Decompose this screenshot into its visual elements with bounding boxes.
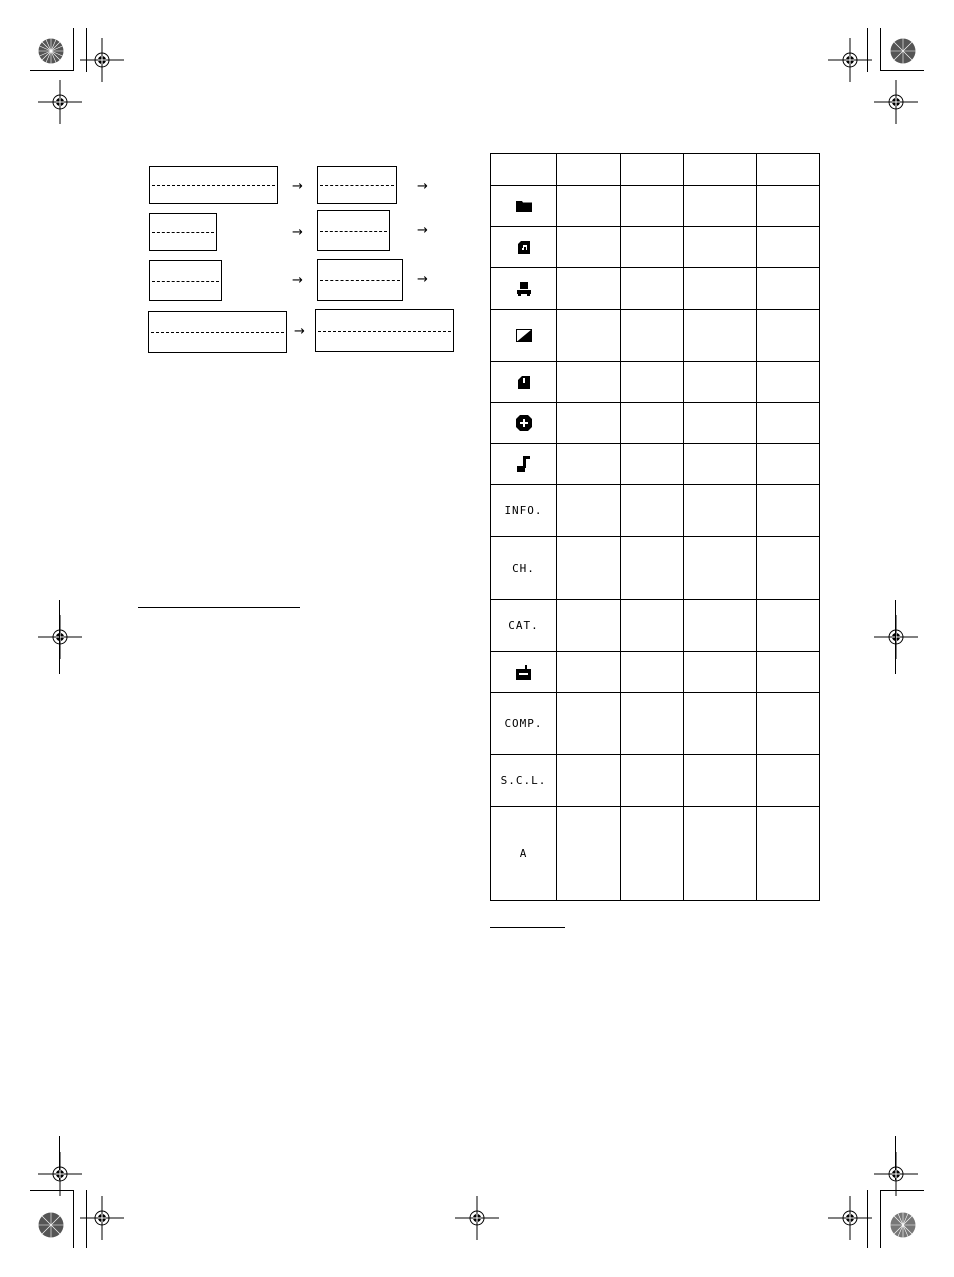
table-cell	[757, 362, 820, 403]
table-header-cell	[621, 154, 684, 186]
table-header-cell	[557, 154, 621, 186]
table-cell	[684, 310, 757, 362]
table-icon-cell	[491, 310, 557, 362]
table-icon-cell	[491, 186, 557, 227]
table-cell	[557, 444, 621, 485]
album-icon	[516, 329, 532, 342]
trim-line	[30, 70, 74, 71]
table-cell	[557, 600, 621, 652]
table-cell	[684, 403, 757, 444]
table-row	[491, 693, 820, 755]
trim-line	[73, 28, 74, 71]
table-cell	[557, 310, 621, 362]
table-row	[491, 444, 820, 485]
table-header-row	[491, 154, 820, 186]
display-box	[149, 213, 217, 251]
display-box	[315, 309, 454, 352]
arrow-right-icon: →	[294, 324, 305, 339]
display-box	[148, 311, 287, 353]
table-cell	[757, 227, 820, 268]
table-icon-cell	[491, 652, 557, 693]
table-cell	[621, 755, 684, 807]
table-cell	[757, 403, 820, 444]
table-row	[491, 186, 820, 227]
table-header-cell	[757, 154, 820, 186]
table-row	[491, 227, 820, 268]
table-cell	[621, 227, 684, 268]
table-cell	[621, 652, 684, 693]
table-cell	[757, 807, 820, 901]
table-cell	[557, 485, 621, 537]
scl-label: S.C.L.	[491, 755, 557, 807]
table-row	[491, 403, 820, 444]
table-cell	[684, 268, 757, 310]
table-cell	[684, 600, 757, 652]
registration-mark-icon	[38, 615, 82, 659]
registration-mark-icon	[874, 615, 918, 659]
table-row	[491, 807, 820, 901]
table-cell	[621, 310, 684, 362]
registration-mark-icon	[38, 1152, 82, 1196]
table-cell	[684, 485, 757, 537]
table-cell	[557, 693, 621, 755]
color-rosette-icon	[890, 38, 916, 64]
table-cell	[684, 755, 757, 807]
song-icon	[518, 376, 530, 389]
trim-line	[73, 1190, 74, 1248]
table-cell	[757, 600, 820, 652]
table-cell	[757, 310, 820, 362]
arrow-right-icon: →	[417, 179, 428, 194]
table-cell	[757, 485, 820, 537]
table-cell	[557, 227, 621, 268]
registration-mark-icon	[80, 38, 124, 82]
table-cell	[621, 403, 684, 444]
trim-line	[880, 70, 924, 71]
table-cell	[621, 537, 684, 600]
table-cell	[757, 186, 820, 227]
info-label: INFO.	[491, 485, 557, 537]
table-cell	[757, 268, 820, 310]
table-row	[491, 600, 820, 652]
table-cell	[557, 186, 621, 227]
table-cell	[757, 444, 820, 485]
composer-label: COMP.	[491, 693, 557, 755]
table-cell	[557, 755, 621, 807]
section-underline	[490, 927, 565, 928]
arrow-right-icon: →	[292, 179, 303, 194]
registration-mark-icon	[828, 38, 872, 82]
table-icon-cell	[491, 362, 557, 403]
arrow-right-icon: →	[292, 273, 303, 288]
registration-mark-icon	[828, 1196, 872, 1240]
table-cell	[684, 362, 757, 403]
table-cell	[684, 444, 757, 485]
category-label: CAT.	[491, 600, 557, 652]
table-cell	[684, 537, 757, 600]
table-cell	[621, 807, 684, 901]
display-icon-table	[490, 153, 820, 901]
display-box	[149, 166, 278, 204]
display-box	[317, 166, 397, 204]
table-row	[491, 268, 820, 310]
registration-mark-icon	[874, 1152, 918, 1196]
table-cell	[757, 652, 820, 693]
table-cell	[757, 755, 820, 807]
color-rosette-icon	[38, 1212, 64, 1238]
table-cell	[684, 807, 757, 901]
table-cell	[557, 652, 621, 693]
trim-line	[59, 600, 60, 674]
music-file-icon	[518, 241, 530, 254]
display-box	[149, 260, 222, 301]
table-cell	[621, 362, 684, 403]
table-cell	[621, 600, 684, 652]
trim-line	[880, 1190, 881, 1248]
color-rosette-icon	[890, 1212, 916, 1238]
table-cell	[621, 268, 684, 310]
table-row	[491, 310, 820, 362]
table-cell	[557, 807, 621, 901]
table-row	[491, 362, 820, 403]
table-icon-cell	[491, 403, 557, 444]
a-label: A	[491, 807, 557, 901]
table-row	[491, 485, 820, 537]
disc-icon	[516, 415, 532, 431]
table-cell	[557, 268, 621, 310]
registration-mark-icon	[80, 1196, 124, 1240]
registration-mark-icon	[455, 1196, 499, 1240]
folder-icon	[516, 200, 532, 212]
table-cell	[621, 186, 684, 227]
table-cell	[621, 444, 684, 485]
table-header-cell	[491, 154, 557, 186]
arrow-right-icon: →	[417, 223, 428, 238]
trim-line	[880, 28, 881, 71]
table-cell	[684, 652, 757, 693]
table-icon-cell	[491, 227, 557, 268]
table-row	[491, 537, 820, 600]
registration-mark-icon	[38, 80, 82, 124]
section-underline	[138, 607, 300, 608]
table-cell	[757, 693, 820, 755]
table-header-cell	[684, 154, 757, 186]
table-cell	[684, 693, 757, 755]
display-box	[317, 210, 390, 251]
table-cell	[557, 362, 621, 403]
channel-label: CH.	[491, 537, 557, 600]
table-row	[491, 755, 820, 807]
color-rosette-icon	[38, 38, 64, 64]
registration-mark-icon	[874, 80, 918, 124]
table-cell	[684, 186, 757, 227]
music-note-icon	[517, 456, 531, 472]
table-cell	[557, 537, 621, 600]
arrow-right-icon: →	[417, 272, 428, 287]
table-cell	[557, 403, 621, 444]
table-cell	[757, 537, 820, 600]
trim-line	[895, 600, 896, 674]
table-row	[491, 652, 820, 693]
radio-icon	[516, 665, 531, 680]
artist-icon	[516, 282, 532, 296]
table-icon-cell	[491, 268, 557, 310]
table-cell	[621, 485, 684, 537]
arrow-right-icon: →	[292, 225, 303, 240]
table-cell	[684, 227, 757, 268]
table-cell	[621, 693, 684, 755]
table-icon-cell	[491, 444, 557, 485]
display-box	[317, 259, 403, 301]
